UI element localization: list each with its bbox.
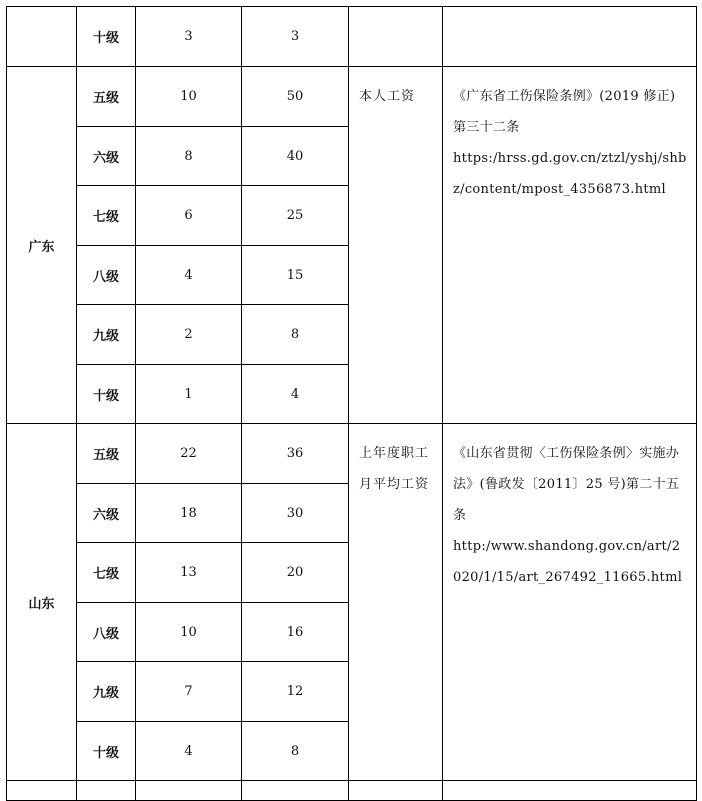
table-row (7, 67, 697, 127)
value-cell: 4 (242, 365, 349, 424)
level-cell: 九级 (77, 662, 136, 722)
empty-cell (349, 781, 443, 801)
empty-cell (7, 781, 77, 801)
level-cell: 五级 (77, 67, 136, 127)
base-guangdong (349, 67, 443, 424)
value-cell: 25 (242, 186, 349, 246)
source-shandong (443, 424, 697, 781)
level-cell: 十级 (77, 7, 136, 67)
base-text: 上年度职工月平均工资 (359, 446, 430, 492)
value-cell: 8 (242, 305, 349, 365)
province-shandong: 山东 (7, 424, 77, 781)
value-cell: 2 (136, 305, 242, 365)
value-cell: 8 (242, 722, 349, 781)
level-cell: 六级 (77, 484, 136, 543)
value-cell: 15 (242, 246, 349, 305)
value-cell: 36 (242, 424, 349, 484)
source-url[interactable]: https:/hrss.gd.gov.cn/ztzl/yshj/shbz/content/mpost_4356873.html (453, 151, 687, 197)
table-row (7, 781, 697, 801)
value-cell: 40 (242, 127, 349, 186)
empty-cell (136, 781, 242, 801)
table-row (7, 7, 697, 67)
value-cell: 10 (136, 603, 242, 662)
level-cell: 五级 (77, 424, 136, 484)
source-guangdong (443, 67, 697, 424)
empty-cell (77, 781, 136, 801)
base-cell (349, 7, 443, 67)
value-cell: 6 (136, 186, 242, 246)
value-cell: 50 (242, 67, 349, 127)
value-cell: 4 (136, 246, 242, 305)
empty-cell (443, 781, 697, 801)
level-cell: 六级 (77, 127, 136, 186)
value-cell: 7 (136, 662, 242, 722)
level-cell: 十级 (77, 722, 136, 781)
level-cell: 八级 (77, 246, 136, 305)
value-cell: 20 (242, 543, 349, 603)
compensation-table (6, 6, 697, 801)
base-shandong (349, 424, 443, 781)
table-row (7, 424, 697, 484)
value-cell: 4 (136, 722, 242, 781)
value-cell: 1 (136, 365, 242, 424)
value-cell: 10 (136, 67, 242, 127)
source-title: 《广东省工伤保险条例》(2019 修正)第三十二条 (453, 89, 676, 135)
value-cell: 18 (136, 484, 242, 543)
source-url[interactable]: http:/www.shandong.gov.cn/art/2020/1/15/art_267492_11665.html (453, 539, 683, 585)
empty-cell (242, 781, 349, 801)
value-cell: 12 (242, 662, 349, 722)
value-cell: 16 (242, 603, 349, 662)
value-cell: 30 (242, 484, 349, 543)
level-cell: 七级 (77, 186, 136, 246)
province-cell (7, 7, 77, 67)
province-guangdong: 广东 (7, 67, 77, 424)
source-title: 《山东省贯彻〈工伤保险条例〉实施办法》(鲁政发〔2011〕25 号)第二十五条 (453, 446, 680, 523)
value-cell: 3 (242, 7, 349, 67)
value-cell: 8 (136, 127, 242, 186)
level-cell: 八级 (77, 603, 136, 662)
value-cell: 22 (136, 424, 242, 484)
source-cell (443, 7, 697, 67)
base-text: 本人工资 (359, 89, 416, 104)
value-cell: 3 (136, 7, 242, 67)
level-cell: 九级 (77, 305, 136, 365)
level-cell: 十级 (77, 365, 136, 424)
value-cell: 13 (136, 543, 242, 603)
level-cell: 七级 (77, 543, 136, 603)
